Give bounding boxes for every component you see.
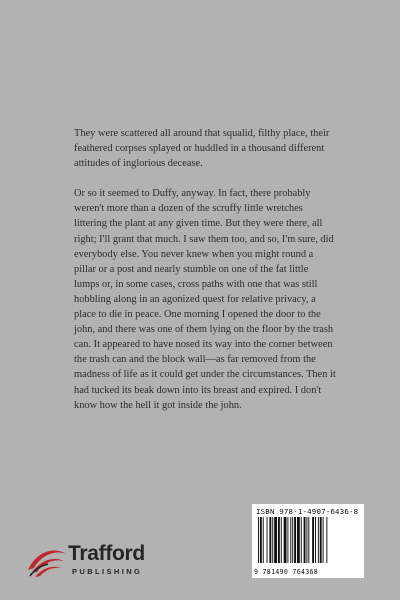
blurb-paragraph-1: They were scattered all around that squalid, filthy place, their feathered corpses splayed or huddled in a thousand different attitudes of inglorious decease.: [74, 128, 330, 170]
publisher-subtitle: PUBLISHING: [72, 567, 143, 576]
isbn-barcode: [252, 504, 364, 578]
barcode-bar: [258, 517, 259, 563]
blurb-text: [74, 126, 336, 428]
trafford-logo-icon: [26, 540, 68, 580]
barcode-bar: [312, 517, 314, 563]
barcode-bar: [306, 517, 307, 563]
barcode-bar: [326, 517, 327, 563]
barcode-bar: [323, 517, 324, 563]
barcode-bar: [274, 517, 277, 563]
barcode-bar: [263, 517, 264, 563]
barcode-bar: [272, 517, 273, 563]
barcode-bar: [290, 517, 291, 563]
barcode-bar: [260, 517, 262, 563]
barcode-bar: [292, 517, 293, 563]
isbn-label: ISBN 978-1-4907-6436-8: [256, 507, 359, 516]
barcode-bar: [281, 517, 282, 563]
barcode-bar: [267, 517, 268, 563]
barcode-bars: [256, 517, 360, 565]
barcode-bar: [297, 517, 300, 563]
barcode-bar: [308, 517, 309, 563]
barcode-bar: [294, 517, 296, 563]
barcode-bar: [287, 517, 288, 563]
barcode-bar: [320, 517, 322, 563]
barcode-bar: [301, 517, 302, 563]
barcode-bar: [269, 517, 271, 563]
barcode-number: 9 781490 764368: [254, 568, 319, 576]
blurb-paragraph-2: Or so it seemed to Duffy, anyway. In fact, there probably weren't more than a dozen of the scruffy little wretches littering the plant at any given time. But they were there, all right; I'll grant that much. I saw them too, and so, I'm sure, did everybody else. You never knew when you might round a pillar or a post and nearly stumble on one of the fat little lumps or, in some cases, cross paths with one that was still hobbling along in an agonized quest for relative privacy, a place to die in peace. One morning I opened the door to the john, and there was one of them lying on the floor by the trash can. It appeared to have nosed its way into the corner between the trash can and the block wall—as far removed from the madness of life as it could get under the circumstances. Then it had tucked its beak down into its breast and expired. I don't know how the hell it got inside the john.: [74, 188, 336, 411]
barcode-bar: [278, 517, 280, 563]
publisher-logo: [26, 540, 196, 580]
barcode-bar: [284, 517, 287, 563]
barcode-bar: [304, 517, 306, 563]
barcode-bar: [315, 517, 316, 563]
publisher-name: Trafford: [68, 542, 145, 565]
barcode-bar: [318, 517, 319, 563]
